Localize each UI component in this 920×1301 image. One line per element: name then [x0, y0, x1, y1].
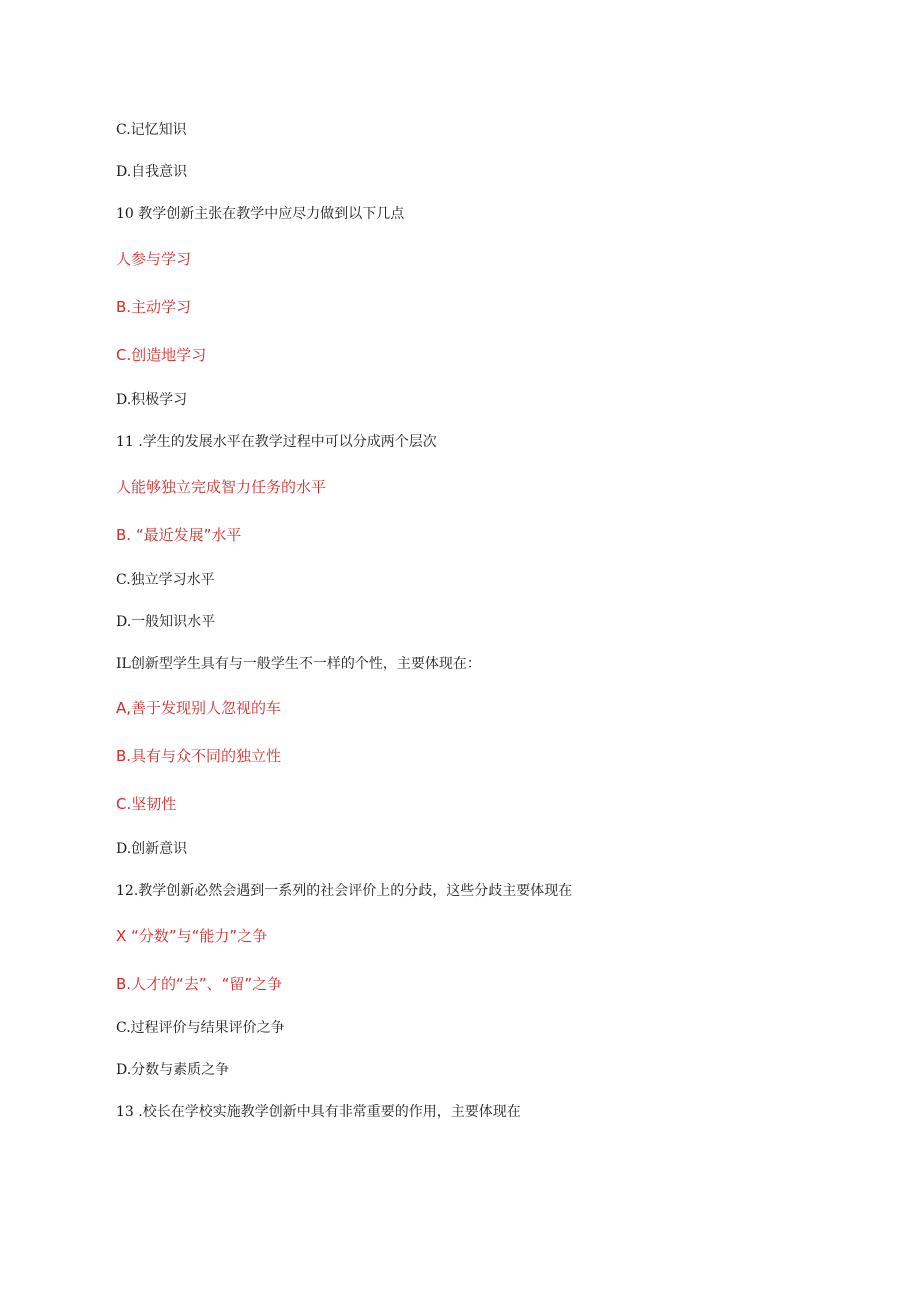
option-d-score-vs-quality: D.分数与素质之争 [116, 1062, 230, 1078]
option-d-self-awareness: D.自我意识 [116, 164, 188, 180]
answer-a-independent-level: 人能够独立完成智力任务的水平 [116, 478, 327, 496]
option-d-positive-learning: D.积极学习 [116, 392, 188, 408]
answer-b-unique-independence: B.具有与众不同的独立性 [116, 747, 282, 765]
question-creative-students: IL创新型学生具有与一般学生不一样的个性，主要体现在： [116, 656, 481, 672]
question-11: 11 .学生的发展水平在教学过程中可以分成两个层次 [116, 434, 437, 450]
option-c-memory-knowledge: C.记忆知识 [116, 122, 187, 138]
question-10: 10 教学创新主张在教学中应尽力做到以下几点 [116, 206, 405, 222]
answer-b-talent-go-stay: B.人才的“去”、“留”之争 [116, 975, 283, 993]
answer-a-discover-overlooked: A,善于发现别人忽视的车 [116, 699, 282, 717]
option-d-innovation-awareness: D.创新意识 [116, 841, 188, 857]
answer-a-participatory-learning: 人参与学习 [116, 250, 192, 268]
answer-b-proximal-development: B. “最近发展”水平 [116, 526, 242, 544]
question-12: 12.教学创新必然会遇到一系列的社会评价上的分歧，这些分歧主要体现在 [116, 883, 573, 899]
option-c-independent-study: C.独立学习水平 [116, 572, 215, 588]
answer-c-perseverance: C.坚韧性 [116, 795, 177, 813]
option-d-general-knowledge: D.一般知识水平 [116, 614, 216, 630]
answer-b-active-learning: B.主动学习 [116, 298, 192, 316]
answer-c-creative-learning: C.创造地学习 [116, 346, 207, 364]
option-c-process-vs-result: C.过程评价与结果评价之争 [116, 1020, 285, 1036]
question-13: 13 .校长在学校实施教学创新中具有非常重要的作用，主要体现在 [116, 1104, 521, 1120]
answer-a-score-vs-ability: X “分数”与“能力”之争 [116, 927, 268, 945]
